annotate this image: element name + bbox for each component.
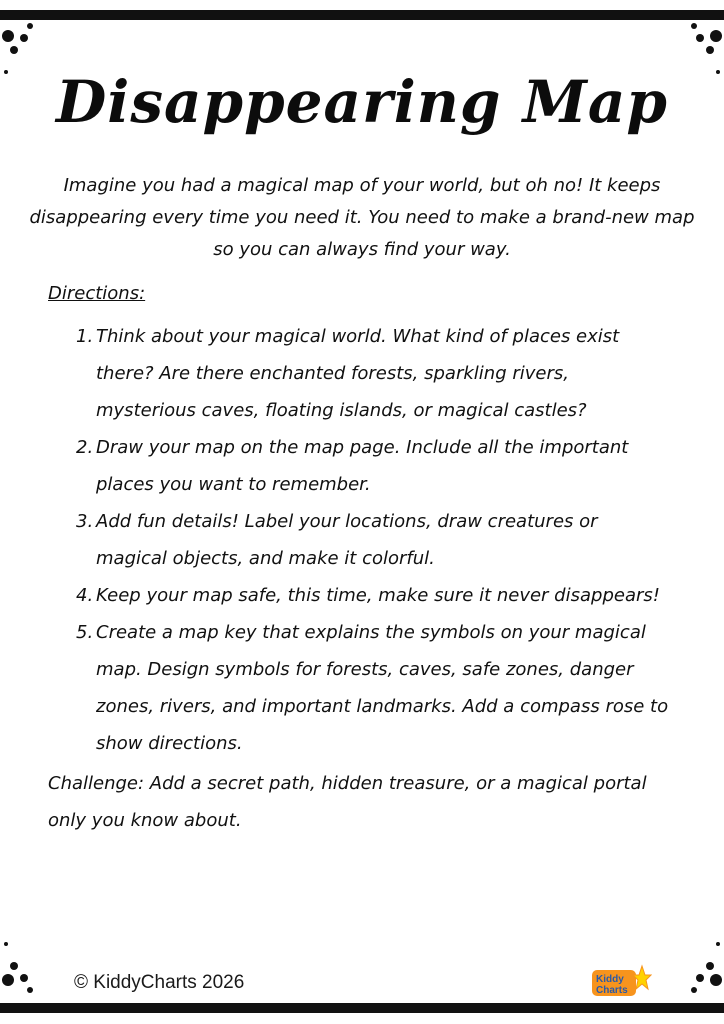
corner-dots-bottom-right <box>664 936 724 996</box>
page-title: Disappearing Map <box>55 68 668 136</box>
directions-heading: Directions: <box>48 283 146 304</box>
step-text: Add fun details! Label your locations, draw creatures or magical objects, and make it colorful. <box>96 511 598 569</box>
challenge-text: Challenge: Add a secret path, hidden treasure, or a magical portal only you know about. <box>48 773 647 831</box>
directions-list <box>50 318 670 762</box>
copyright-notice: © KiddyCharts 2026 <box>74 972 245 993</box>
direction-step <box>50 318 670 429</box>
svg-text:Charts: Charts <box>596 985 628 996</box>
direction-step <box>50 577 670 614</box>
step-number: 2. <box>76 437 94 458</box>
kiddycharts-logo <box>590 962 652 1000</box>
direction-step <box>50 429 670 503</box>
top-border <box>0 10 724 20</box>
corner-dots-bottom-left <box>0 936 60 996</box>
step-number: 1. <box>76 326 94 347</box>
step-text: Keep your map safe, this time, make sure it never disappears! <box>96 585 660 606</box>
step-number: 4. <box>76 585 94 606</box>
svg-text:Kiddy: Kiddy <box>596 974 624 985</box>
direction-step <box>50 503 670 577</box>
step-text: Create a map key that explains the symbols on your magical map. Design symbols for forests, caves, safe zones, danger zones, rivers, and important landmarks. Add a compass rose to show directions. <box>96 622 669 754</box>
step-number: 3. <box>76 511 94 532</box>
intro-paragraph: Imagine you had a magical map of your world, but oh no! It keeps disappearing every time you need it. You need to make a brand-new map so you can always find your way. <box>29 175 695 260</box>
step-number: 5. <box>76 622 94 643</box>
step-text: Draw your map on the map page. Include all the important places you want to remember. <box>96 437 629 495</box>
direction-step <box>50 614 670 762</box>
step-text: Think about your magical world. What kind of places exist there? Are there enchanted forests, sparkling rivers, mysterious caves, floating islands, or magical castles? <box>96 326 620 421</box>
bottom-border <box>0 1003 724 1013</box>
